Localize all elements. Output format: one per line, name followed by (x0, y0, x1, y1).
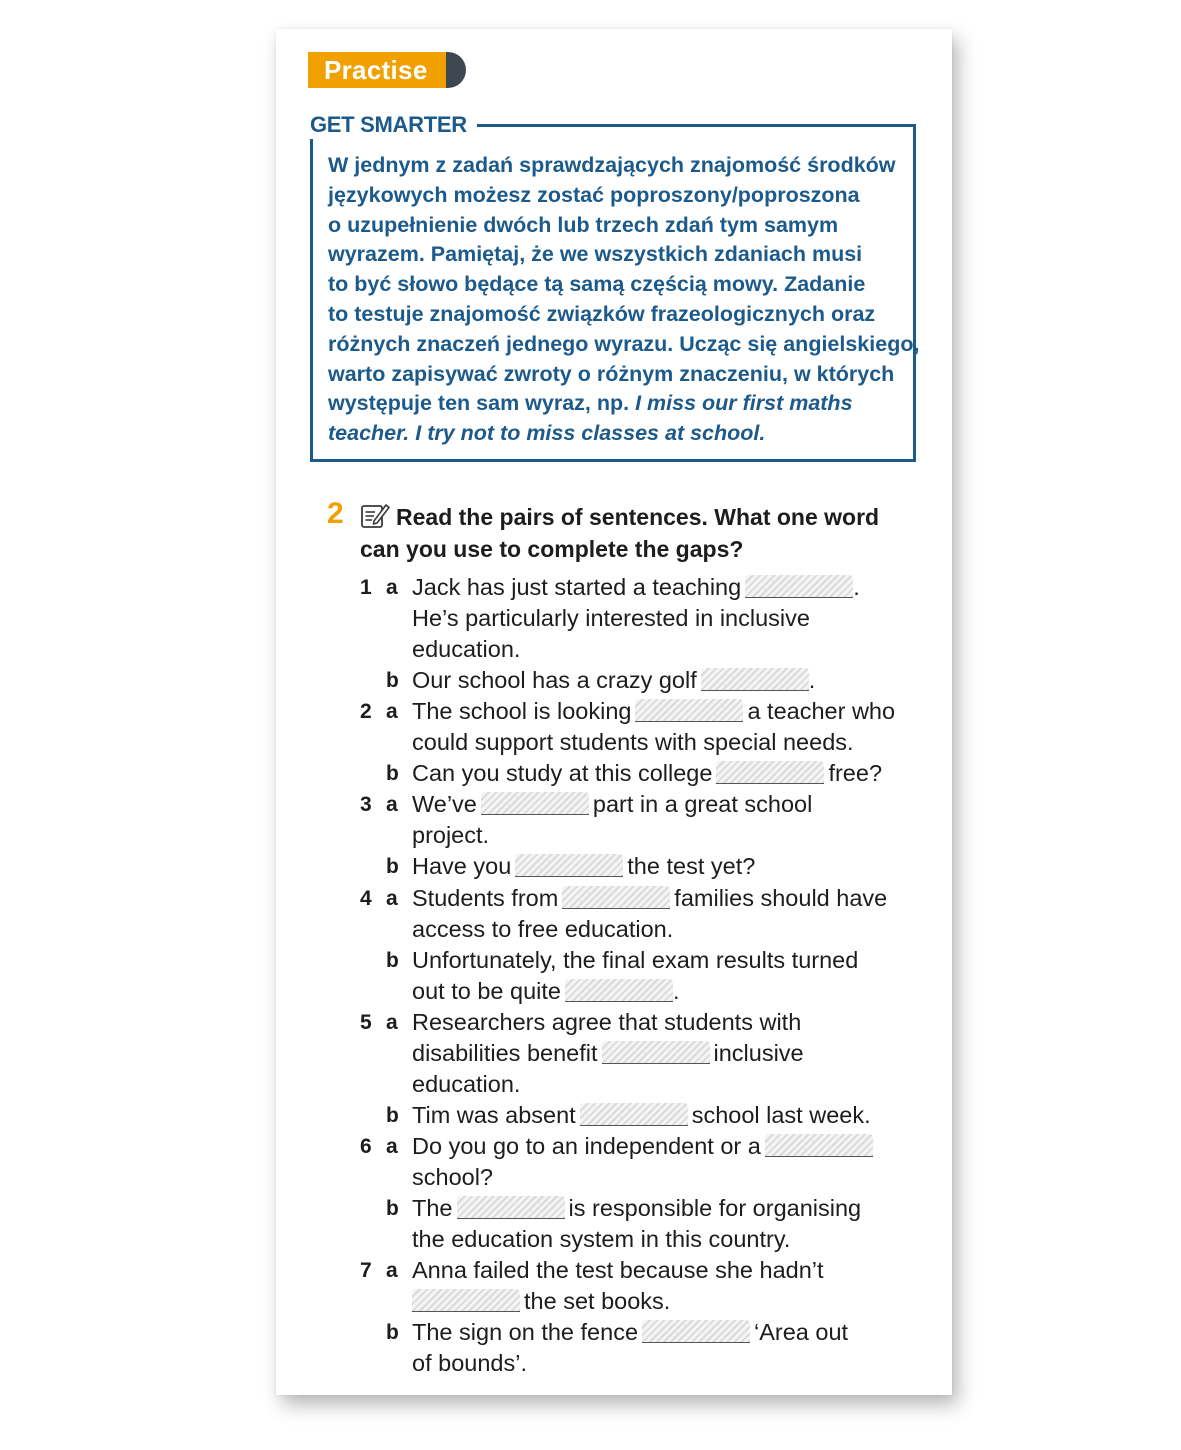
answer-gap[interactable] (412, 1289, 520, 1312)
textbook-page (276, 29, 952, 1395)
item-text-before: The school is looking (412, 698, 632, 725)
item-text-before: Our school has a crazy golf (412, 667, 697, 694)
item-text (412, 696, 895, 727)
item-letter: a (386, 793, 398, 817)
get-smarter-line: o uzupełnienie dwóch lub trzech zdań tym samym (328, 212, 839, 237)
answer-gap[interactable] (580, 1103, 688, 1126)
item-text (412, 1255, 824, 1286)
item-text-before: Can you study at this college (412, 760, 713, 787)
item-letter: b (386, 1197, 399, 1220)
item-text-after: the test yet? (627, 853, 756, 880)
item-text (412, 820, 489, 851)
item-text (412, 1069, 520, 1100)
get-smarter-line: to testuje znajomość związków frazeologicznych oraz (328, 301, 876, 326)
item-text (412, 1162, 493, 1193)
get-smarter-line-text: występuje ten sam wyraz, np. (328, 391, 636, 416)
item-text-before: Anna failed the test because she hadn’t (412, 1257, 824, 1284)
item-text-after: a teacher who (747, 698, 896, 725)
item-text (412, 1038, 804, 1069)
get-smarter-line (328, 419, 918, 449)
item-text-after: . (672, 977, 680, 1004)
item-letter: b (386, 855, 399, 879)
item-text-after: school last week. (691, 1101, 871, 1128)
get-smarter-title: GET SMARTER (310, 111, 477, 139)
answer-gap[interactable] (745, 575, 853, 598)
get-smarter-line: wyrazem. Pamiętaj, że we wszystkich zdaniach musi (328, 242, 863, 267)
item-text (412, 603, 810, 634)
item-text-before: disabilities benefit (412, 1039, 598, 1066)
practise-label: Practise (308, 52, 446, 88)
item-letter: a (386, 1134, 398, 1158)
item-text (412, 914, 673, 945)
item-text-after: is responsible for organising (568, 1195, 862, 1221)
answer-gap[interactable] (635, 699, 743, 722)
get-smarter-line: językowych możesz zostać poproszony/poproszona (328, 182, 860, 207)
get-smarter-example-italic: I miss our first maths (635, 391, 853, 416)
item-text-before: could support students with special needs. (412, 729, 854, 756)
get-smarter-line: warto zapisywać zwroty o różnym znaczeniu, w których (328, 361, 895, 386)
item-text-before: Do you go to an independent or a (412, 1132, 761, 1159)
item-letter: b (386, 762, 399, 786)
answer-gap[interactable] (562, 886, 670, 909)
item-text (412, 1100, 871, 1131)
item-text (412, 727, 854, 758)
item-text-before: He’s particularly interested in inclusive (412, 605, 810, 632)
item-text-after: ‘Area out (754, 1319, 849, 1346)
item-number: 2 (360, 700, 372, 724)
item-text-before: Unfortunately, the final exam results turned (412, 946, 859, 973)
item-text-before: school? (412, 1163, 493, 1190)
item-text (412, 945, 858, 976)
item-text (412, 883, 887, 914)
item-letter: b (386, 948, 399, 972)
answer-gap[interactable] (602, 1041, 710, 1064)
item-text (412, 572, 860, 603)
item-letter: a (386, 1010, 398, 1034)
item-letter: b (386, 1321, 399, 1345)
item-text (412, 851, 755, 882)
item-text-before: We’ve (412, 791, 477, 818)
item-number: 5 (360, 1010, 372, 1034)
item-text (412, 976, 679, 1007)
item-text (412, 1317, 848, 1348)
item-text (412, 789, 812, 820)
item-text-after: the set books. (524, 1288, 671, 1315)
practise-tab-cap (446, 52, 466, 88)
get-smarter-line: W jednym z zadań sprawdzających znajomość środków (328, 153, 896, 177)
exercise-instruction (360, 501, 920, 565)
item-text-before: Jack has just started a teaching (412, 574, 742, 600)
item-letter: a (386, 576, 398, 599)
item-letter: a (386, 700, 398, 724)
item-text (412, 1224, 790, 1255)
get-smarter-line (328, 389, 918, 419)
get-smarter-line: to być słowo będące tą samą częścią mowy. Zadanie (328, 272, 866, 297)
item-letter: a (386, 886, 398, 910)
item-text-before: Students from (412, 884, 559, 911)
item-text-before: The (412, 1195, 453, 1221)
item-text-before: education. (412, 1070, 521, 1097)
item-text (412, 758, 882, 789)
item-letter: b (386, 669, 399, 693)
item-text-after: . (808, 667, 816, 694)
item-text-after: part in a great school (592, 791, 813, 818)
item-letter: b (386, 1103, 399, 1127)
item-text (412, 1193, 861, 1224)
item-text-before: out to be quite (412, 977, 561, 1004)
answer-gap[interactable] (765, 1134, 873, 1157)
item-letter: a (386, 1259, 398, 1283)
item-text-before: project. (412, 822, 490, 849)
item-text-after: free? (828, 760, 883, 787)
item-text-before: Have you (412, 853, 512, 880)
answer-gap[interactable] (515, 854, 623, 877)
item-number: 3 (360, 793, 372, 817)
item-text (412, 1348, 527, 1379)
item-text-after: families should have (674, 884, 888, 911)
answer-gap[interactable] (701, 668, 809, 691)
answer-gap[interactable] (457, 1196, 565, 1219)
answer-gap[interactable] (481, 792, 589, 815)
item-number: 4 (360, 886, 372, 910)
item-text (412, 665, 815, 696)
answer-gap[interactable] (642, 1320, 750, 1343)
answer-gap[interactable] (716, 761, 824, 784)
item-text (412, 634, 520, 665)
item-text-before: Researchers agree that students with (412, 1008, 802, 1035)
item-number: 7 (360, 1259, 372, 1283)
get-smarter-line: różnych znaczeń jednego wyrazu. Ucząc się angielskiego, (328, 331, 920, 356)
item-text (412, 1286, 670, 1317)
answer-gap[interactable] (565, 979, 673, 1002)
item-text (412, 1131, 877, 1162)
item-text-before: access to free education. (412, 915, 674, 942)
exercise-number: 2 (327, 497, 344, 530)
item-text-before: education. (412, 636, 521, 663)
instruction-line: can you use to complete the gaps? (360, 536, 744, 562)
item-text-before: Tim was absent (412, 1101, 576, 1128)
item-number: 1 (360, 576, 372, 599)
item-text-before: the education system in this country. (412, 1226, 791, 1253)
get-smarter-example-italic: teacher. I try not to miss classes at school. (328, 421, 766, 446)
item-text (412, 1007, 801, 1038)
item-text-after: inclusive (713, 1039, 804, 1066)
get-smarter-text (328, 151, 918, 449)
instruction-line: Read the pairs of sentences. What one word (396, 504, 880, 530)
item-number: 6 (360, 1134, 372, 1158)
item-text-before: The sign on the fence (412, 1319, 639, 1346)
item-text-after: . (853, 574, 860, 600)
item-text-before: of bounds’. (412, 1350, 527, 1377)
practise-tab (308, 52, 466, 88)
